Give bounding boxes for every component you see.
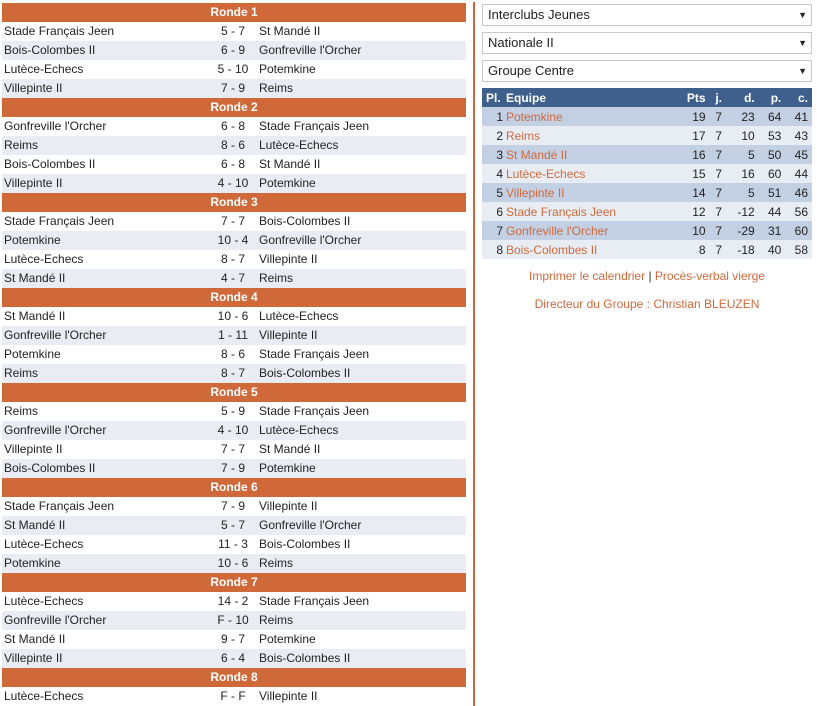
match-home: Reims: [4, 366, 39, 380]
standings-cell-j: 7: [710, 145, 726, 164]
standings-cell-j: 7: [710, 164, 726, 183]
group-select-value: Groupe Centre: [488, 63, 574, 78]
caret-down-icon: ▼: [798, 66, 807, 76]
round-header: Ronde 5: [2, 383, 466, 402]
standings-cell-d: -18: [726, 240, 759, 259]
match-row: [2, 649, 466, 668]
match-row: [2, 269, 466, 288]
group-select[interactable]: [482, 60, 812, 82]
match-row: [2, 250, 466, 269]
match-home: St Mandé II: [4, 309, 66, 323]
match-home: Stade Français Jeen: [4, 214, 115, 228]
match-home: Gonfreville l'Orcher: [4, 423, 107, 437]
match-home: St Mandé II: [4, 632, 66, 646]
standings-cell-j: 7: [710, 126, 726, 145]
header-d: d.: [726, 88, 759, 107]
standings-cell-c: 56: [785, 202, 812, 221]
standings-cell-pts: 16: [675, 145, 710, 164]
standings-header-row: [482, 88, 812, 107]
match-away: Gonfreville l'Orcher: [259, 43, 362, 57]
standings-cell-j: 7: [710, 202, 726, 221]
match-score: 6 - 8: [220, 119, 245, 133]
standings-cell-p: 50: [759, 145, 786, 164]
standings-body: [482, 107, 812, 259]
standings-row: [482, 107, 812, 126]
standings-cell-p: 64: [759, 107, 786, 126]
team-link[interactable]: Reims: [506, 128, 541, 143]
standings-cell-c: 60: [785, 221, 812, 240]
standings-cell-pl: 1: [482, 107, 506, 126]
standings-cell-team: [506, 164, 675, 183]
standings-cell-c: 58: [785, 240, 812, 259]
blank-report-link[interactable]: Procès-verbal vierge: [654, 269, 765, 283]
match-home: Reims: [4, 404, 39, 418]
header-c: c.: [785, 88, 812, 107]
standings-row: [482, 145, 812, 164]
match-row: [2, 60, 466, 79]
match-away: Reims: [259, 613, 294, 627]
standings-cell-team: [506, 145, 675, 164]
round-header: Ronde 8: [2, 668, 466, 687]
match-away: Gonfreville l'Orcher: [259, 518, 362, 532]
match-row: [2, 592, 466, 611]
standings-row: [482, 240, 812, 259]
match-away: Reims: [259, 81, 294, 95]
column-divider: [473, 2, 475, 706]
standings-table: [482, 88, 812, 259]
match-away: Lutèce-Echecs: [259, 309, 339, 323]
standings-cell-pl: 3: [482, 145, 506, 164]
standings-cell-pl: 2: [482, 126, 506, 145]
match-away: Stade Français Jeen: [259, 594, 370, 608]
standings-cell-p: 40: [759, 240, 786, 259]
match-away: Gonfreville l'Orcher: [259, 233, 362, 247]
standings-cell-p: 31: [759, 221, 786, 240]
match-away: Villepinte II: [259, 499, 318, 513]
match-score: 10 - 6: [217, 556, 249, 570]
standings-cell-team: [506, 126, 675, 145]
match-row: [2, 497, 466, 516]
match-score: F - 10: [217, 613, 249, 627]
standings-cell-pl: 7: [482, 221, 506, 240]
match-home: Stade Français Jeen: [4, 499, 115, 513]
match-score: 10 - 4: [217, 233, 249, 247]
match-home: Gonfreville l'Orcher: [4, 119, 107, 133]
match-row: [2, 326, 466, 345]
round-header: Ronde 3: [2, 193, 466, 212]
standings-row: [482, 164, 812, 183]
match-score: 9 - 7: [220, 632, 245, 646]
match-away: St Mandé II: [259, 157, 321, 171]
match-away: Lutèce-Echecs: [259, 138, 339, 152]
match-score: 8 - 6: [220, 138, 245, 152]
standings-cell-pl: 6: [482, 202, 506, 221]
standings-cell-pts: 10: [675, 221, 710, 240]
match-away: Villepinte II: [259, 689, 318, 703]
standings-cell-j: 7: [710, 183, 726, 202]
match-home: Potemkine: [4, 233, 61, 247]
match-home: Villepinte II: [4, 651, 63, 665]
match-home: Gonfreville l'Orcher: [4, 328, 107, 342]
team-link[interactable]: Stade Français Jeen: [506, 204, 617, 219]
standings-cell-p: 51: [759, 183, 786, 202]
match-score: 11 - 3: [218, 537, 248, 551]
match-score: 8 - 7: [220, 252, 245, 266]
standings-cell-c: 41: [785, 107, 812, 126]
standings-cell-team: [506, 183, 675, 202]
standings-cell-pl: 4: [482, 164, 506, 183]
match-score: 6 - 9: [220, 43, 245, 57]
match-row: [2, 231, 466, 250]
match-score: 7 - 9: [220, 499, 245, 513]
match-away: Stade Français Jeen: [259, 404, 370, 418]
header-p: p.: [759, 88, 786, 107]
match-score: 7 - 7: [220, 214, 245, 228]
match-row: [2, 41, 466, 60]
standings-cell-j: 7: [710, 221, 726, 240]
match-score: 6 - 8: [220, 157, 245, 171]
match-home: Lutèce-Echecs: [4, 62, 84, 76]
match-row: [2, 630, 466, 649]
match-row: [2, 421, 466, 440]
match-score: 4 - 10: [217, 176, 249, 190]
match-score: 4 - 7: [220, 271, 245, 285]
standings-row: [482, 221, 812, 240]
match-home: Lutèce-Echecs: [4, 537, 84, 551]
match-home: Villepinte II: [4, 442, 63, 456]
caret-down-icon: ▼: [798, 38, 807, 48]
match-away: Villepinte II: [259, 252, 318, 266]
standings-cell-c: 44: [785, 164, 812, 183]
match-row: [2, 516, 466, 535]
match-score: 14 - 2: [217, 594, 249, 608]
match-row: [2, 687, 466, 706]
match-home: Bois-Colombes II: [4, 461, 96, 475]
match-score: 5 - 10: [217, 62, 249, 76]
team-link[interactable]: Bois-Colombes II: [506, 242, 598, 257]
match-row: [2, 79, 466, 98]
match-score: 5 - 7: [220, 518, 245, 532]
competition-select-value: Interclubs Jeunes: [488, 7, 590, 22]
standings-cell-team: [506, 107, 675, 126]
standings-cell-d: 16: [726, 164, 759, 183]
match-score: 7 - 9: [220, 81, 245, 95]
team-link[interactable]: Villepinte II: [506, 185, 565, 200]
match-away: Bois-Colombes II: [259, 214, 351, 228]
standings-cell-c: 43: [785, 126, 812, 145]
standings-cell-pts: 14: [675, 183, 710, 202]
match-home: Stade Français Jeen: [4, 24, 115, 38]
standings-cell-d: 5: [726, 183, 759, 202]
standings-cell-team: [506, 202, 675, 221]
match-score: 5 - 9: [220, 404, 245, 418]
match-row: [2, 345, 466, 364]
match-row: [2, 554, 466, 573]
standings-cell-pts: 17: [675, 126, 710, 145]
schedule-panel: [2, 3, 466, 706]
division-select-value: Nationale II: [488, 35, 554, 50]
match-row: [2, 402, 466, 421]
action-links: [482, 269, 812, 283]
match-away: Potemkine: [259, 176, 316, 190]
match-home: Villepinte II: [4, 81, 63, 95]
match-away: Stade Français Jeen: [259, 119, 370, 133]
standings-cell-j: 7: [710, 107, 726, 126]
standings-cell-d: -12: [726, 202, 759, 221]
match-row: [2, 212, 466, 231]
link-separator: |: [648, 269, 652, 283]
standings-cell-c: 45: [785, 145, 812, 164]
round-header: Ronde 4: [2, 288, 466, 307]
match-away: Bois-Colombes II: [259, 651, 351, 665]
standings-cell-pl: 5: [482, 183, 506, 202]
match-row: [2, 440, 466, 459]
team-link[interactable]: St Mandé II: [506, 147, 568, 162]
standings-row: [482, 202, 812, 221]
standings-cell-pts: 19: [675, 107, 710, 126]
standings-row: [482, 183, 812, 202]
header-pl: Pl.: [482, 88, 506, 107]
standings-cell-team: [506, 240, 675, 259]
match-home: Gonfreville l'Orcher: [4, 613, 107, 627]
header-pts: Pts: [675, 88, 710, 107]
match-away: Potemkine: [259, 632, 316, 646]
standings-cell-c: 46: [785, 183, 812, 202]
match-score: 8 - 6: [220, 347, 245, 361]
match-away: Reims: [259, 556, 294, 570]
match-away: St Mandé II: [259, 24, 321, 38]
standings-cell-p: 60: [759, 164, 786, 183]
match-home: St Mandé II: [4, 518, 66, 532]
match-home: Lutèce-Echecs: [4, 252, 84, 266]
team-link[interactable]: Potemkine: [506, 109, 563, 124]
standings-cell-d: 23: [726, 107, 759, 126]
match-home: Lutèce-Echecs: [4, 689, 84, 703]
match-home: Villepinte II: [4, 176, 63, 190]
match-row: [2, 174, 466, 193]
match-score: 4 - 10: [217, 423, 249, 437]
round-header: Ronde 6: [2, 478, 466, 497]
standings-panel: [482, 4, 812, 311]
match-home: Lutèce-Echecs: [4, 594, 84, 608]
competition-select[interactable]: [482, 4, 812, 26]
standings-cell-d: 10: [726, 126, 759, 145]
standings-cell-pts: 8: [675, 240, 710, 259]
caret-down-icon: ▼: [798, 10, 807, 20]
match-away: Bois-Colombes II: [259, 366, 351, 380]
round-header: Ronde 2: [2, 98, 466, 117]
match-score: 1 - 11: [218, 328, 248, 342]
standings-cell-team: [506, 221, 675, 240]
match-score: F - F: [220, 689, 246, 703]
match-score: 7 - 9: [220, 461, 245, 475]
match-home: St Mandé II: [4, 271, 66, 285]
match-away: Potemkine: [259, 62, 316, 76]
match-home: Reims: [4, 138, 39, 152]
standings-row: [482, 126, 812, 145]
match-away: Reims: [259, 271, 294, 285]
match-away: Bois-Colombes II: [259, 537, 351, 551]
group-director: Directeur du Groupe : Christian BLEUZEN: [534, 297, 760, 311]
match-score: 6 - 4: [220, 651, 245, 665]
match-away: St Mandé II: [259, 442, 321, 456]
standings-cell-j: 7: [710, 240, 726, 259]
standings-cell-pts: 12: [675, 202, 710, 221]
match-row: [2, 155, 466, 174]
match-row: [2, 364, 466, 383]
division-select[interactable]: [482, 32, 812, 54]
standings-cell-p: 53: [759, 126, 786, 145]
standings-cell-d: 5: [726, 145, 759, 164]
match-score: 10 - 6: [217, 309, 249, 323]
match-score: 8 - 7: [220, 366, 245, 380]
match-away: Potemkine: [259, 461, 316, 475]
match-row: [2, 22, 466, 41]
team-link[interactable]: Gonfreville l'Orcher: [506, 223, 609, 238]
match-score: 5 - 7: [220, 24, 245, 38]
header-j: j.: [710, 88, 726, 107]
match-away: Stade Français Jeen: [259, 347, 370, 361]
round-header: Ronde 7: [2, 573, 466, 592]
header-team: Equipe: [506, 88, 675, 107]
match-home: Bois-Colombes II: [4, 43, 96, 57]
match-away: Villepinte II: [259, 328, 318, 342]
match-home: Bois-Colombes II: [4, 157, 96, 171]
match-row: [2, 535, 466, 554]
match-score: 7 - 7: [220, 442, 245, 456]
standings-cell-pl: 8: [482, 240, 506, 259]
match-row: [2, 611, 466, 630]
match-row: [2, 117, 466, 136]
team-link[interactable]: Lutèce-Echecs: [506, 166, 586, 181]
match-away: Lutèce-Echecs: [259, 423, 339, 437]
standings-cell-pts: 15: [675, 164, 710, 183]
match-row: [2, 136, 466, 155]
match-row: [2, 459, 466, 478]
print-calendar-link[interactable]: Imprimer le calendrier: [529, 269, 646, 283]
match-row: [2, 307, 466, 326]
standings-cell-p: 44: [759, 202, 786, 221]
standings-cell-d: -29: [726, 221, 759, 240]
match-home: Potemkine: [4, 347, 61, 361]
round-header: Ronde 1: [2, 3, 466, 22]
match-home: Potemkine: [4, 556, 61, 570]
